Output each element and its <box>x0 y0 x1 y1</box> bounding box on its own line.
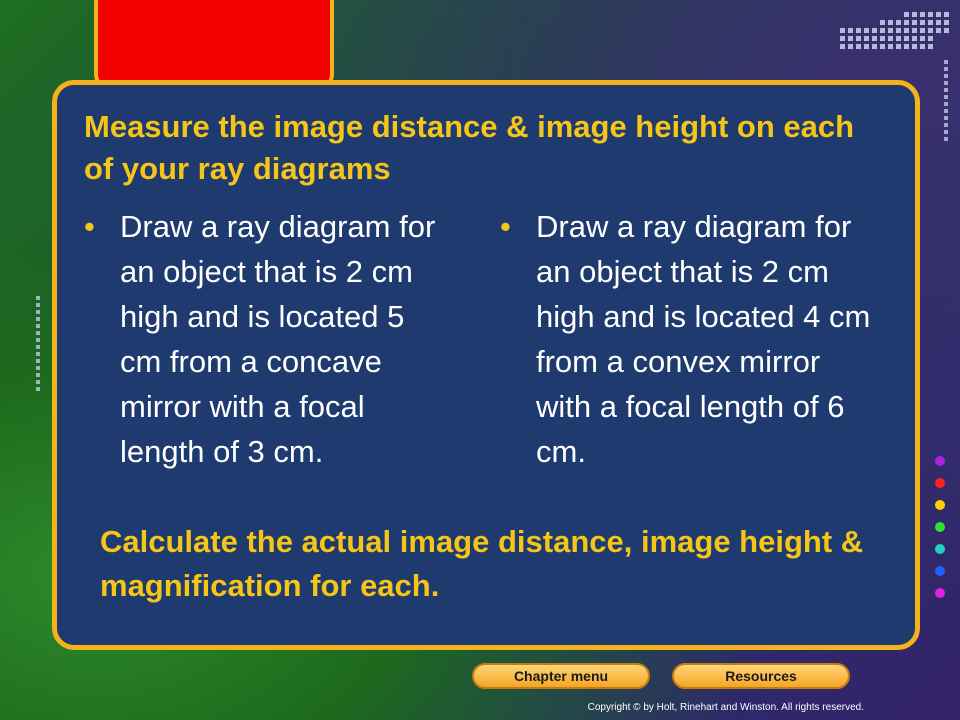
color-dot <box>935 478 945 488</box>
bullet-column-left <box>84 204 444 474</box>
slide-heading: Measure the image distance & image height on each of your ray diagrams <box>84 109 855 186</box>
bullet-dot: • <box>500 209 511 244</box>
resources-button[interactable]: Resources <box>672 663 850 689</box>
calculation-prompt: Calculate the actual image distance, image height & magnification for each. <box>100 524 864 603</box>
bullet-text-concave: Draw a ray diagram for an object that is 2 cm high and is located 5 cm from a concave mirror with a focal length of 3 cm. <box>120 209 436 469</box>
color-dot <box>935 522 945 532</box>
color-dot <box>935 500 945 510</box>
copyright-text: Copyright © by Holt, Rinehart and Winston. All rights reserved. <box>587 702 864 713</box>
title-tab <box>94 0 334 92</box>
decorative-dots-left <box>36 296 40 394</box>
bullet-text-convex: Draw a ray diagram for an object that is 2 cm high and is located 4 cm from a convex mirror with a focal length of 6 cm. <box>536 209 871 469</box>
color-dots <box>935 456 945 610</box>
color-dot <box>935 544 945 554</box>
color-dot <box>935 588 945 598</box>
decorative-dots-right <box>944 60 948 144</box>
decorative-grid-icon <box>840 12 950 56</box>
bullet-dot: • <box>84 209 95 244</box>
color-dot <box>935 566 945 576</box>
chapter-menu-button[interactable]: Chapter menu <box>472 663 650 689</box>
bullet-column-right <box>500 204 880 474</box>
color-dot <box>935 456 945 466</box>
